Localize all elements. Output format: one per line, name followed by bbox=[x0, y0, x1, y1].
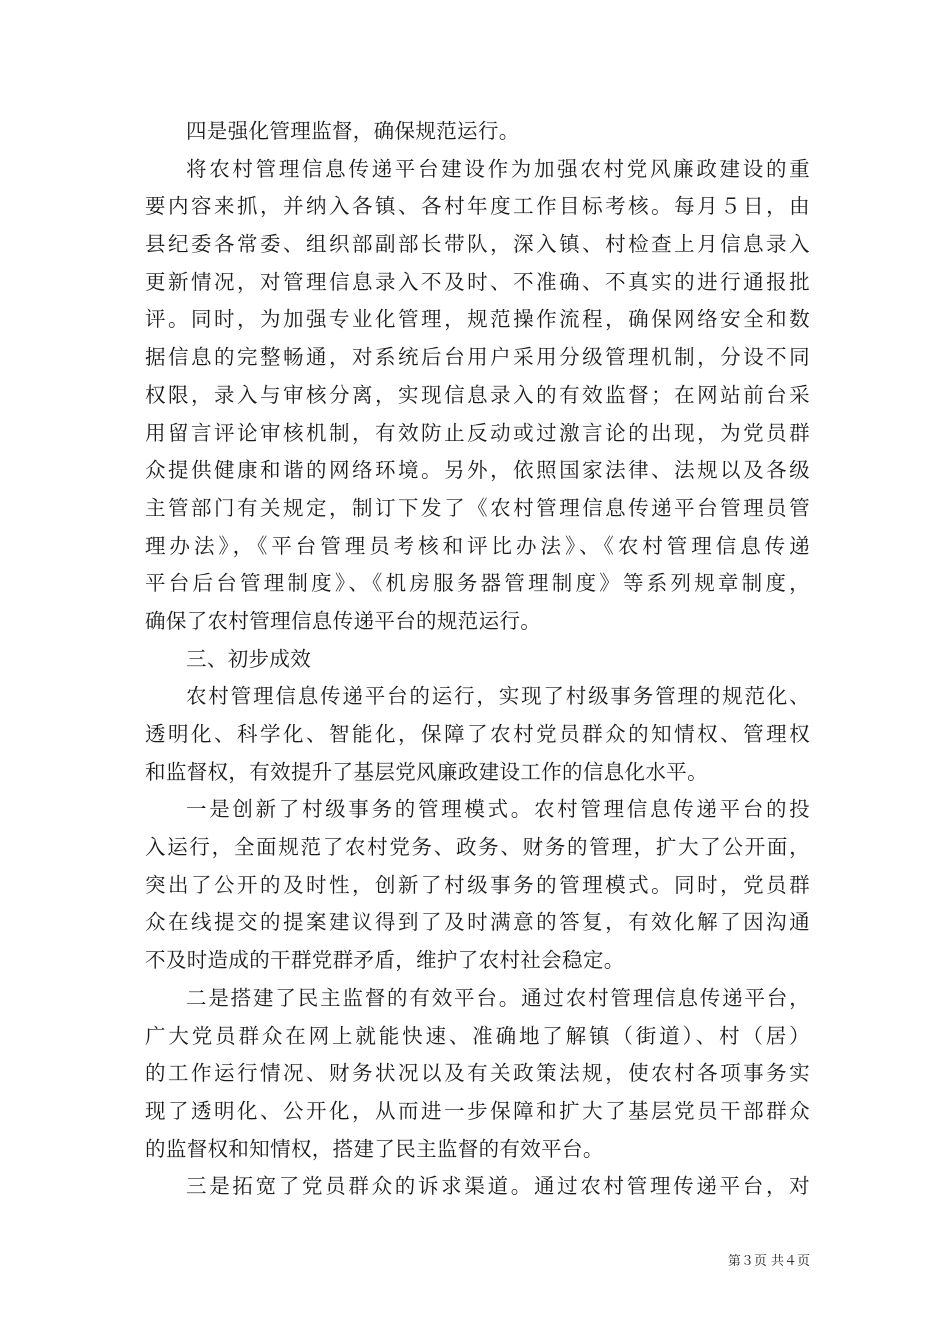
page-number-footer: 第３页 共４页 bbox=[727, 1254, 810, 1269]
text-line: 据信息的完整畅通，对系统后台用户采用分级管理机制，分设不同 bbox=[145, 345, 810, 370]
text-line: 不及时造成的干群党群矛盾，维护了农村社会稳定。 bbox=[145, 948, 625, 973]
text-line: 县纪委各常委、组织部副部长带队，深入镇、村检查上月信息录入 bbox=[145, 232, 810, 257]
text-line: 一是创新了村级事务的管理模式。农村管理信息传递平台的投 bbox=[186, 797, 810, 822]
text-line: 广大党员群众在网上就能快速、准确地了解镇（街道）、村（居） bbox=[145, 1023, 810, 1048]
text-line: 确保了农村管理信息传递平台的规范运行。 bbox=[145, 608, 542, 633]
text-line: 要内容来抓，并纳入各镇、各村年度工作目标考核。每月５日，由 bbox=[145, 194, 810, 219]
text-line: 将农村管理信息传递平台建设作为加强农村党风廉政建设的重 bbox=[186, 156, 810, 181]
text-line: 农村管理信息传递平台的运行，实现了村级事务管理的规范化、 bbox=[186, 684, 810, 709]
text-line: 众提供健康和谐的网络环境。另外，依照国家法律、法规以及各级 bbox=[145, 458, 810, 483]
text-line: 三、初步成效 bbox=[186, 646, 312, 671]
text-line: 突出了公开的及时性，创新了村级事务的管理模式。同时，党员群 bbox=[145, 872, 810, 897]
text-line: 评。同时，为加强专业化管理，规范操作流程，确保网络安全和数 bbox=[145, 307, 810, 332]
text-line: 三是拓宽了党员群众的诉求渠道。通过农村管理传递平台，对 bbox=[186, 1174, 810, 1199]
text-line: 主管部门有关规定，制订下发了《农村管理信息传递平台管理员管 bbox=[145, 495, 810, 520]
text-line: 的监督权和知情权，搭建了民主监督的有效平台。 bbox=[145, 1136, 604, 1161]
text-line: 透明化、科学化、智能化，保障了农村党员群众的知情权、管理权 bbox=[145, 722, 810, 746]
text-line: 四是强化管理监督，确保规范运行。 bbox=[186, 119, 520, 143]
text-line: 的工作运行情况、财务状况以及有关政策法规，使农村各项事务实 bbox=[145, 1061, 810, 1086]
text-line: 众在线提交的提案建议得到了及时满意的答复，有效化解了因沟通 bbox=[145, 910, 810, 935]
text-line: 更新情况，对管理信息录入不及时、不准确、不真实的进行通报批 bbox=[145, 269, 810, 294]
text-line: 权限，录入与审核分离，实现信息录入的有效监督；在网站前台采 bbox=[145, 382, 810, 407]
text-line: 二是搭建了民主监督的有效平台。通过农村管理信息传递平台， bbox=[186, 985, 810, 1010]
text-line: 平台后台管理制度》、《机房服务器管理制度》等系列规章制度， bbox=[145, 571, 810, 596]
text-line: 理办法》，《平台管理员考核和评比办法》、《农村管理信息传递 bbox=[145, 533, 810, 558]
text-line: 现了透明化、公开化，从而进一步保障和扩大了基层党员干部群众 bbox=[145, 1098, 810, 1123]
text-line: 用留言评论审核机制，有效防止反动或过激言论的出现，为党员群 bbox=[145, 420, 810, 445]
text-line: 入运行，全面规范了农村党务、政务、财务的管理，扩大了公开面， bbox=[145, 835, 810, 860]
document-body bbox=[145, 113, 810, 1206]
text-line: 和监督权，有效提升了基层党风廉政建设工作的信息化水平。 bbox=[145, 759, 708, 784]
